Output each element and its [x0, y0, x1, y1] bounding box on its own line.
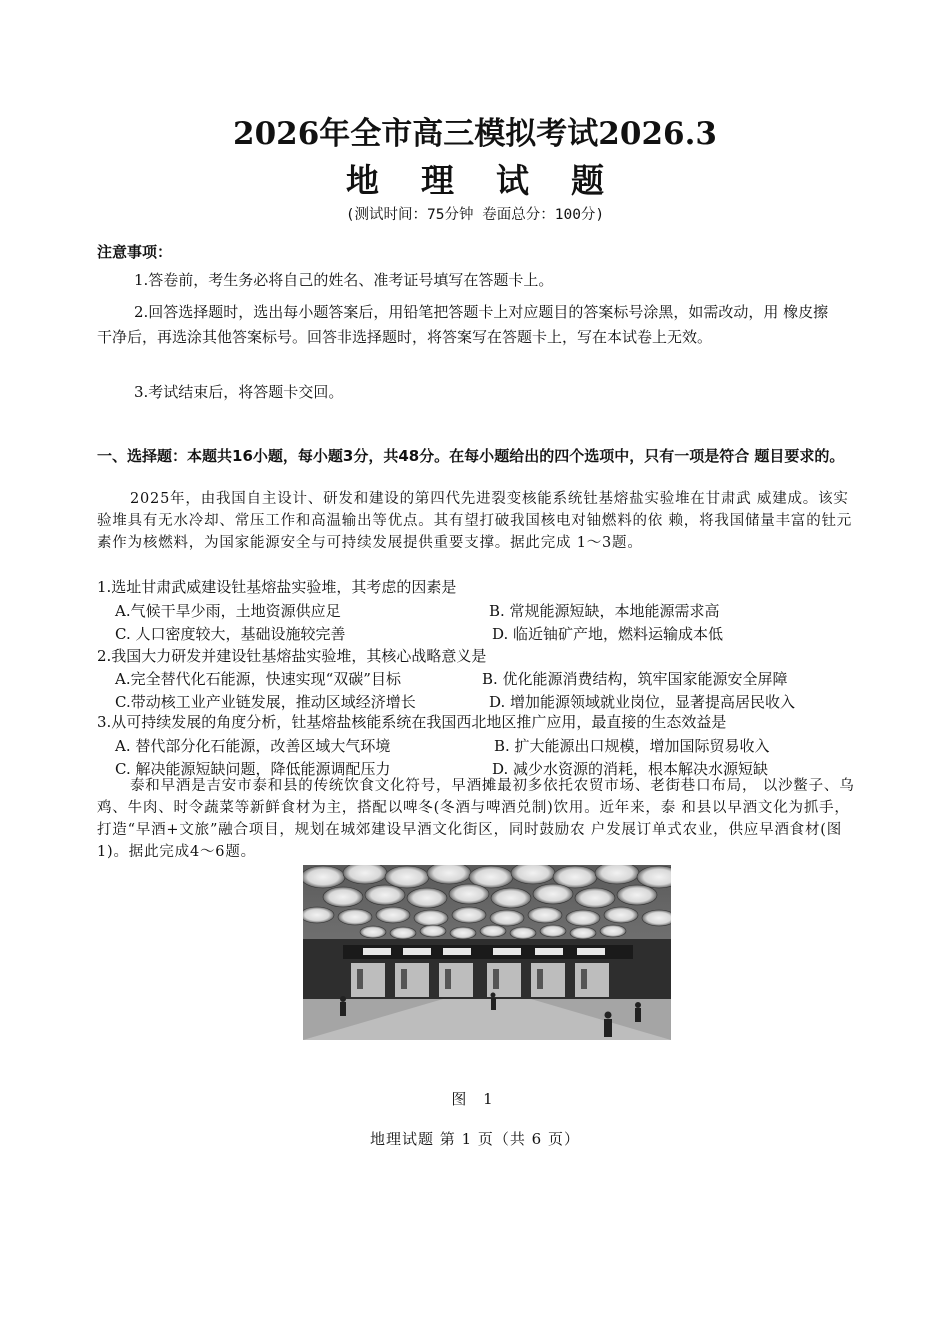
question-2-option-d: D. 增加能源领域就业岗位，显著提高居民收入	[489, 693, 796, 711]
question-2-stem: 2.我国大力研发并建设钍基熔盐实验堆，其核心战略意义是	[97, 647, 487, 665]
notice-heading: 注意事项：	[97, 243, 173, 261]
subject-title: 地理试题	[346, 161, 646, 200]
question-3-stem: 3.从可持续发展的角度分析，钍基熔盐核能系统在我国西北地区推广应用，最直接的生态效益是	[97, 713, 727, 731]
figure-1-photo	[303, 865, 671, 1040]
question-1-option-a: A.气候干旱少雨，土地资源供应足	[115, 602, 341, 620]
question-3-option-c: C. 解决能源短缺问题，降低能源调配压力	[115, 760, 391, 778]
question-3-option-d: D. 减少水资源的消耗，根本解决水源短缺	[492, 760, 769, 778]
question-3-option-a: A. 替代部分化石能源，改善区域大气环境	[115, 737, 391, 755]
page-footer: 地理试题 第 1 页（共 6 页）	[370, 1130, 580, 1148]
notice-item-3: 3.考试结束后，将答题卡交回。	[134, 383, 344, 401]
question-1-stem: 1.选址甘肃武威建设钍基熔盐实验堆，其考虑的因素是	[97, 578, 457, 596]
notice-item-1: 1.答卷前，考生务必将自己的姓名、准考证号填写在答题卡上。	[134, 271, 554, 289]
question-1-option-d: D. 临近铀矿产地，燃料运输成本低	[492, 625, 724, 643]
notice-item-2: 2.回答选择题时，选出每小题答案后，用铅笔把答题卡上对应题目的答案标号涂黑，如需改动，用 橡皮擦干净后，再选涂其他答案标号。回答非选择题时，将答案写在答题卡上，写在本试卷上无效。	[97, 303, 829, 346]
question-2-option-a: A.完全替代化石能源，快速实现“双碳”目标	[115, 670, 401, 688]
passage-1: 2025年，由我国自主设计、研发和建设的第四代先进裂变核能系统钍基熔盐实验堆在甘肃武 威建成。该实验堆具有无水冷却、常压工作和高温输出等优点。其有望打破我国核电对铀燃料的依 赖，将我国储量丰富的钍元素作为核燃料，为国家能源安全与可持续发展提供重要支撑。据此完成 1～3题。	[97, 491, 853, 551]
passage-2: 泰和早酒是吉安市泰和县的传统饮食文化符号，早酒摊最初多依托农贸市场、老街巷口布局， 以沙鳖子、乌鸡、牛肉、时令蔬菜等新鲜食材为主，搭配以啤冬(冬酒与啤酒兑制)饮用。近年来，泰 和县以早酒文化为抓手，打造“早酒+文旅”融合项目，规划在城郊建设早酒文化街区，同时鼓励农 户发展订单式农业，供应早酒食材(图1)。据此完成4～6题。	[97, 778, 855, 860]
question-3-option-b: B. 扩大能源出口规模，增加国际贸易收入	[494, 737, 770, 755]
exam-timing: (测试时间：75分钟 卷面总分：100分)	[345, 207, 605, 223]
question-2-option-b: B. 优化能源消费结构，筑牢国家能源安全屏障	[482, 670, 788, 688]
figure-caption: 图 1	[451, 1090, 499, 1108]
question-1-option-c: C. 人口密度较大，基础设施较完善	[115, 625, 346, 643]
question-2-option-c: C.带动核工业产业链发展，推动区域经济增长	[115, 693, 416, 711]
exam-title: 2026年全市高三模拟考试2026.3	[233, 116, 717, 152]
question-1-option-b: B. 常规能源短缺，本地能源需求高	[489, 602, 720, 620]
section-heading: 一、选择题：本题共16小题，每小题3分，共48分。在每小题给出的四个选项中，只有一项是符合 题目要求的。	[97, 447, 845, 465]
